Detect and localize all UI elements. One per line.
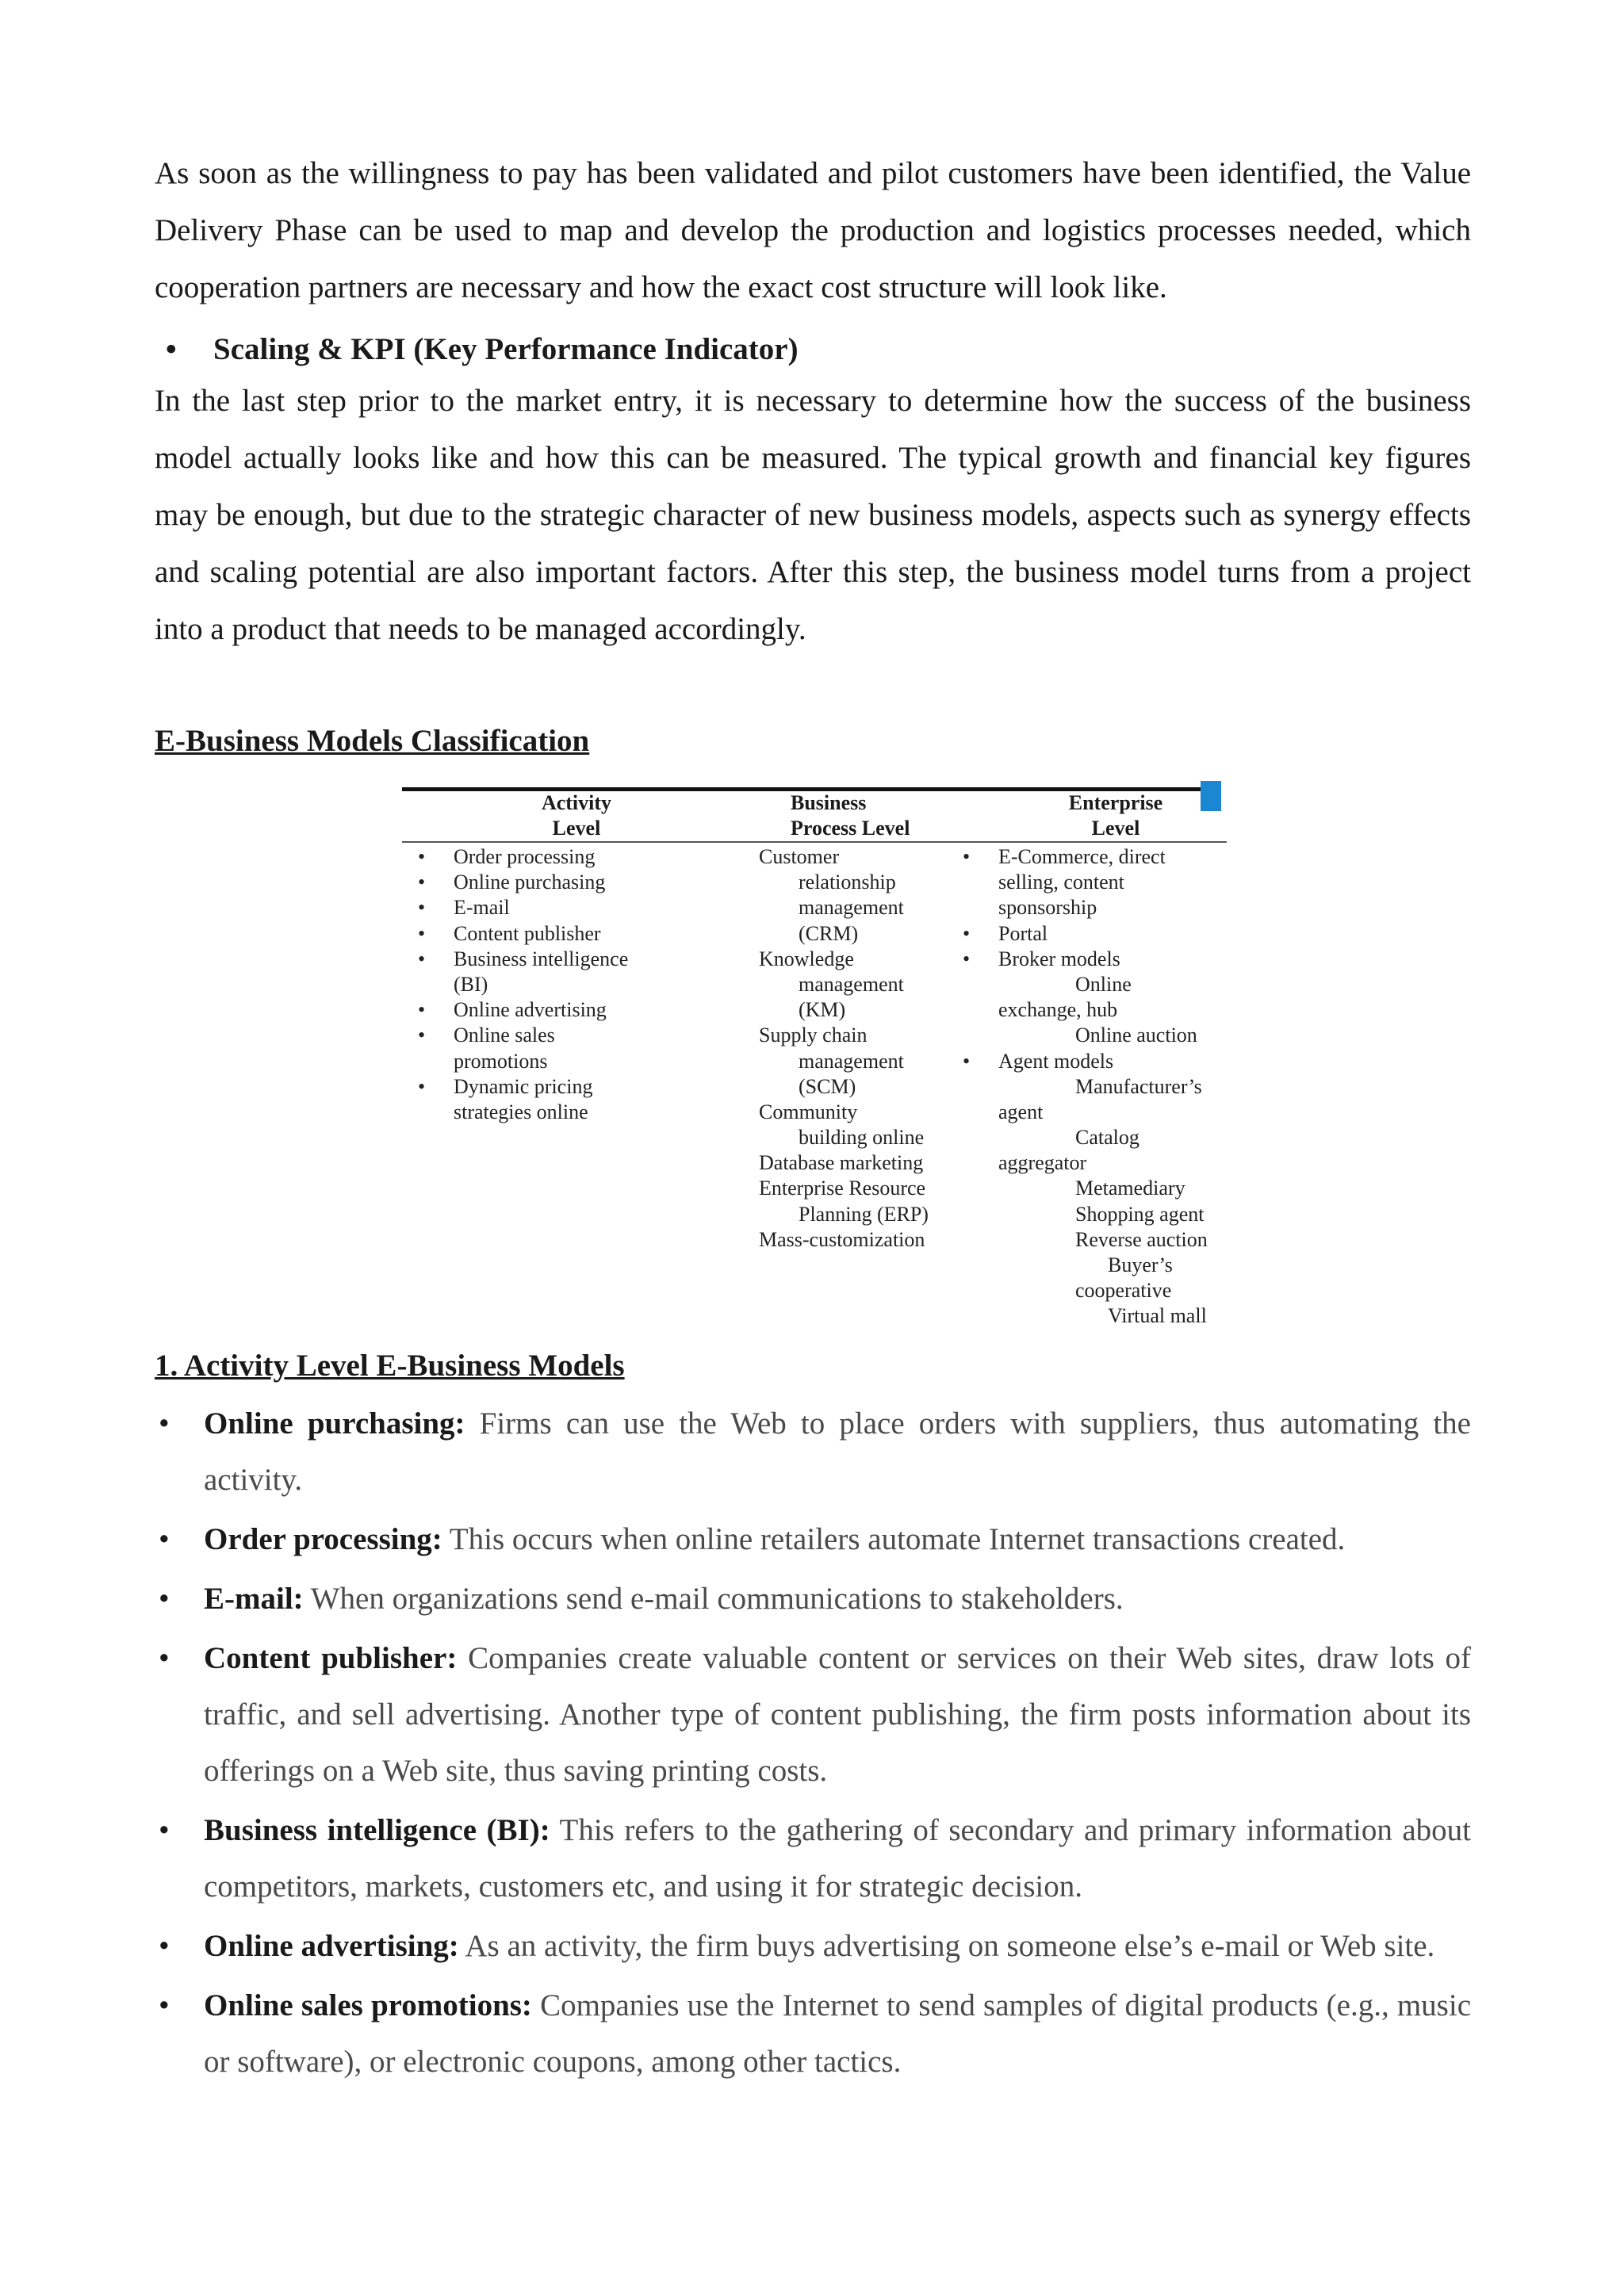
cell-activity: • Online sales — [454, 1023, 628, 1048]
cell-enterprise: Metamediary — [1075, 1177, 1185, 1200]
list-item — [155, 1918, 1471, 1974]
list-item-desc: This occurs when online retailers automate Internet transactions created. — [449, 1522, 1346, 1556]
bullet-icon: • — [159, 1988, 170, 2022]
list-item-term: E-mail: — [204, 1582, 304, 1616]
cell-enterprise: cooperative — [1075, 1279, 1172, 1303]
section-title-classification: E-Business Models Classification — [155, 724, 590, 758]
bullet-icon: • — [159, 1406, 170, 1441]
cell-business: Planning (ERP) — [799, 1202, 929, 1226]
list-item — [155, 1977, 1471, 2090]
cell-business: management — [799, 972, 904, 996]
list-item-term: Online advertising: — [204, 1929, 459, 1963]
header-business-process-level: Business Process Level — [791, 791, 910, 840]
paragraph-value-delivery: As soon as the willingness to pay has been validated and pilot customers have been identified, the Value Delivery Phase can be used to map and develop the production and logistics processes needed, which cooperation partners are necessary and how the exact cost structure will look like. — [155, 156, 1471, 304]
bullet-icon: • — [159, 1582, 170, 1616]
list-item — [155, 1511, 1471, 1567]
bullet-icon: • — [159, 1641, 170, 1675]
cell-activity: • Online advertising — [454, 997, 628, 1023]
cell-enterprise: Shopping agent — [1075, 1202, 1205, 1226]
cell-business: Supply chain — [759, 1024, 868, 1047]
cell-business: Knowledge — [759, 947, 854, 970]
cell-enterprise: sponsorship — [998, 896, 1097, 920]
classification-table-figure — [402, 781, 1227, 1328]
paragraph-scaling: In the last step prior to the market entry, it is necessary to determine how the success of the business model actually looks like and how this can be measured. The typical growth and financial key figures may be enough, but due to the strategic character of new business models, aspects such as synergy effects and scaling potential are also important factors. After this step, the business model turns from a project into a product that needs to be managed accordingly. — [155, 384, 1471, 646]
list-item-desc: This refers to the gathering of secondary and primary information about competitors, markets, customers etc, and using it for strategic decision. — [204, 1813, 1472, 1904]
bullet-heading-text: Scaling & KPI (Key Performance Indicator) — [213, 332, 799, 366]
cell-enterprise: selling, content — [998, 871, 1124, 894]
cell-activity: • Content publisher — [454, 921, 628, 947]
activity-level-list — [155, 1395, 1471, 2090]
cell-enterprise: • Broker models — [998, 947, 1208, 972]
header-activity-level: Activity Level — [541, 791, 612, 840]
cell-business: Mass-customization — [759, 1227, 925, 1251]
cell-business: Community — [759, 1100, 858, 1123]
cell-business: building online — [799, 1126, 925, 1150]
intro-paragraph-block — [155, 145, 1471, 316]
list-item-desc: When organizations send e-mail communications to stakeholders. — [310, 1582, 1124, 1616]
cell-enterprise: exchange, hub — [998, 998, 1118, 1022]
cell-activity: • Dynamic pricing — [454, 1074, 628, 1100]
bullet-icon: • — [159, 1522, 170, 1556]
cell-activity: promotions — [454, 1049, 548, 1073]
cell-enterprise: • E-Commerce, direct — [998, 844, 1208, 870]
cell-business: (KM) — [799, 998, 846, 1022]
list-item — [155, 1802, 1471, 1915]
bullet-icon: • — [166, 332, 177, 366]
cell-enterprise: agent — [998, 1100, 1044, 1123]
cell-enterprise: Manufacturer’s — [1075, 1074, 1202, 1098]
bullet-icon: • — [159, 1813, 170, 1847]
cell-business: management — [799, 896, 904, 920]
cell-enterprise: Catalog — [1075, 1126, 1139, 1150]
cell-activity: • Business intelligence — [454, 947, 628, 972]
list-item-desc: Companies use the Internet to send samples of digital products (e.g., music or software), or electronic coupons, among other tactics. — [204, 1988, 1472, 2079]
scaling-paragraph-block — [155, 373, 1471, 658]
cell-activity: • Online purchasing — [454, 870, 628, 895]
list-item — [155, 1571, 1471, 1627]
cell-activity: • E-mail — [454, 895, 628, 920]
selection-marker-icon — [1201, 781, 1221, 811]
enterprise-column — [998, 844, 1208, 1330]
cell-activity: strategies online — [454, 1100, 588, 1123]
cell-activity: (BI) — [454, 972, 488, 996]
list-item-term: Business intelligence (BI): — [204, 1813, 550, 1847]
table-header-rule — [402, 841, 1227, 843]
list-item-desc: As an activity, the firm buys advertising on someone else’s e-mail or Web site. — [465, 1929, 1435, 1963]
bullet-icon: • — [159, 1929, 170, 1963]
cell-enterprise: Virtual mall — [1108, 1304, 1207, 1328]
list-item — [155, 1395, 1471, 1508]
list-item-desc: Firms can use the Web to place orders with suppliers, thus automating the activity. — [204, 1406, 1471, 1497]
header-enterprise-level: Enterprise Level — [1068, 791, 1163, 840]
cell-business: (CRM) — [799, 921, 859, 945]
cell-enterprise: Online auction — [1075, 1024, 1197, 1047]
cell-activity: • Order processing — [454, 844, 628, 870]
list-item-term: Order processing: — [204, 1522, 442, 1556]
cell-business: management — [799, 1049, 904, 1073]
cell-business: (SCM) — [799, 1074, 856, 1098]
list-item-term: Content publisher: — [204, 1641, 458, 1675]
cell-enterprise: Online — [1075, 972, 1132, 996]
list-item-term: Online purchasing: — [204, 1406, 465, 1441]
cell-enterprise: Reverse auction — [1075, 1227, 1208, 1251]
list-item-desc: Companies create valuable content or services on their Web sites, draw lots of traffic, and sell advertising. Another type of content publishing, the firm posts information about its offerings on a Web site, thus saving printing costs. — [204, 1641, 1472, 1788]
cell-enterprise: • Agent models — [998, 1049, 1208, 1074]
cell-business: relationship — [799, 871, 896, 894]
cell-enterprise: aggregator — [998, 1151, 1087, 1175]
section-title-activity-level: 1. Activity Level E-Business Models — [155, 1349, 625, 1383]
list-item — [155, 1630, 1471, 1799]
cell-enterprise: • Portal — [998, 921, 1208, 947]
cell-enterprise: Buyer’s — [1108, 1253, 1173, 1276]
activity-column — [454, 844, 628, 1125]
list-item-term: Online sales promotions: — [204, 1988, 532, 2022]
cell-business: Customer — [759, 845, 840, 868]
cell-business: Database marketing — [759, 1151, 924, 1175]
business-process-column — [759, 844, 929, 1253]
cell-business: Enterprise Resource — [759, 1177, 926, 1200]
